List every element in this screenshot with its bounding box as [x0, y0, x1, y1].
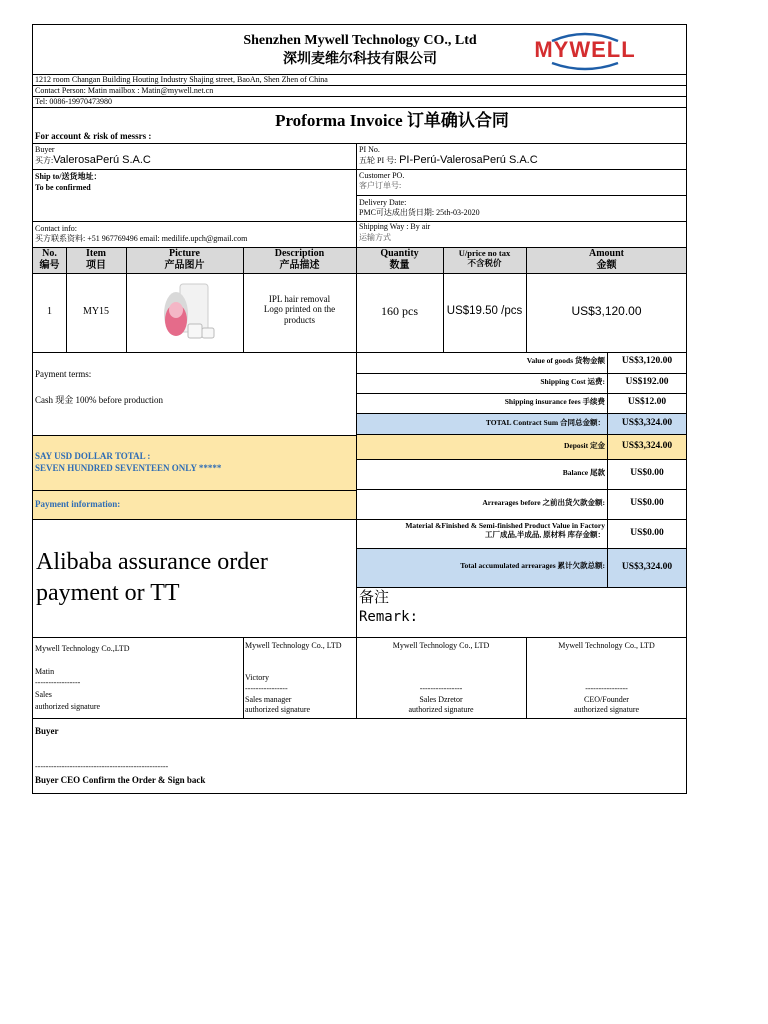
sign-col2-line: ----------------: [245, 684, 288, 693]
ship-to-value: To be confirmed: [35, 183, 91, 192]
col-no-header: No. 编号: [39, 248, 60, 271]
summary-shipping-cost-value: US$192.00: [625, 377, 669, 387]
summary-insurance-value: US$12.00: [627, 397, 667, 407]
col-amount-header: Amount 金额: [588, 248, 624, 271]
row-amount: US$3,120.00: [571, 304, 642, 318]
summary-accumulated-label: Total accumulated arrearages 累计欠款总额:: [460, 561, 605, 570]
payment-method-line2: payment or TT: [36, 580, 180, 606]
sign-col1-company: Mywell Technology Co.,LTD: [35, 644, 130, 653]
delivery-date-value: PMC可达成出货日期: 25th-03-2020: [359, 208, 480, 217]
sign-col3-role: Sales Dzretor: [419, 695, 463, 704]
sign-col4-sub: authorized signature: [573, 705, 640, 714]
col-description-header: Description 产品描述: [274, 248, 325, 271]
summary-material-value: US$0.00: [630, 528, 664, 538]
customer-po-label: Customer PO.: [359, 171, 405, 180]
document-title: Proforma Invoice 订单确认合同: [275, 111, 509, 130]
contact-info-value: 买方联系资料: +51 967769496 email: medilife.upch@gmail.com: [35, 234, 248, 243]
row-quantity: 160 pcs: [381, 304, 418, 318]
company-logo: [510, 25, 660, 75]
sign-col1-name: Matin: [35, 667, 55, 676]
col-item-header: Item 项目: [86, 248, 106, 271]
sign-col2-company: Mywell Technology Co., LTD: [245, 641, 342, 650]
customer-po-cn: 客户订单号:: [359, 181, 402, 190]
buyer-name-label: 买方:: [35, 156, 54, 165]
col-price-header: U/price no tax 不含税价: [458, 248, 511, 268]
row-item: MY15: [82, 306, 110, 317]
summary-balance-value: US$0.00: [630, 468, 664, 478]
buyer-sign-line: --------------------------------------------------: [35, 762, 169, 771]
summary-balance-label: Balance 尾款: [562, 468, 605, 477]
buyer-confirm-text: Buyer CEO Confirm the Order & Sign back: [35, 775, 206, 785]
sign-col4-line: ----------------: [585, 684, 628, 693]
company-tel: Tel: 0086-19970473980: [35, 97, 112, 106]
shipping-way-cn: 运输方式: [359, 233, 391, 242]
payment-info-label: Payment information:: [35, 499, 121, 509]
say-total-line1: SAY USD DOLLAR TOTAL :: [35, 451, 151, 461]
pi-label: PI No.: [359, 145, 380, 154]
row-description: IPL hair removal Logo printed on the products: [263, 294, 336, 325]
company-name-en: Shenzhen Mywell Technology CO., Ltd: [243, 33, 477, 48]
sign-col1-line: -----------------: [35, 678, 81, 687]
summary-material-value-label: Material &Finished & Semi-finished Product Value in Factory 工厂成品,半成品, 原材料 库存金额：: [405, 521, 605, 539]
buyer-sign-label: Buyer: [35, 726, 59, 736]
remark-en: Remark:: [359, 609, 419, 625]
company-contact: Contact Person: Matin mailbox : Matin@mywell.net.cn: [35, 86, 214, 95]
summary-value-of-goods-label: Value of goods 货物金额: [526, 356, 605, 365]
pi-number-line: [359, 154, 538, 167]
col-picture-header: Picture 产品图片: [164, 248, 205, 271]
summary-accumulated-value: US$3,324.00: [621, 562, 673, 572]
delivery-date-label: Delivery Date:: [359, 198, 407, 207]
ship-to-label: Ship to/送货地址：: [35, 172, 102, 181]
sign-col3-sub: authorized signature: [408, 705, 474, 714]
payment-terms-label: Payment terms:: [35, 369, 92, 379]
company-name-cn: 深圳麦维尔科技有限公司: [283, 51, 437, 67]
product-image: [150, 280, 220, 348]
summary-insurance-label: Shipping insurance fees 手续费: [504, 397, 605, 406]
col-quantity-header: Quantity 数量: [380, 248, 419, 271]
sign-col2-sub: authorized signature: [245, 705, 311, 714]
say-total-line2: SEVEN HUNDRED SEVENTEEN ONLY *****: [35, 463, 222, 473]
summary-arrearages-value: US$0.00: [630, 498, 664, 508]
sign-col4-company: Mywell Technology Co., LTD: [558, 641, 655, 650]
company-address: 1212 room Changan Building Houting Industry Shajing street, BaoAn, Shen Zhen of China: [35, 75, 328, 84]
buyer-name: ValerosaPerú S.A.C: [53, 154, 151, 166]
payment-terms-value: Cash 现金 100% before production: [35, 395, 163, 405]
account-line: For account & risk of messrs :: [35, 131, 152, 141]
remark-cn: 备注: [359, 588, 390, 606]
summary-deposit-value: US$3,324.00: [621, 441, 673, 451]
sign-col2-name: Victory: [245, 673, 269, 682]
summary-shipping-cost-label: Shipping Cost 运费:: [540, 377, 605, 386]
row-unit-price: US$19.50 /pcs: [446, 305, 523, 317]
sign-col3-line: ----------------: [419, 684, 463, 693]
summary-arrearages-label: Arrearages before 之前出货欠款金额:: [482, 498, 605, 507]
sign-col1-sub: authorized signature: [35, 702, 101, 711]
sign-col1-role: Sales: [35, 690, 52, 699]
sign-col4-role: CEO/Founder: [584, 695, 629, 704]
summary-total-value: US$3,324.00: [621, 418, 673, 428]
summary-total-label: TOTAL Contract Sum 合同总金额：: [485, 418, 605, 427]
summary-value-of-goods-value: US$3,120.00: [621, 356, 673, 366]
summary-deposit-label: Deposit 定金: [563, 441, 605, 450]
pi-number-label: 五轮 PI 号:: [359, 156, 397, 165]
contact-info-label: Contact info:: [35, 224, 77, 233]
svg-text:MYWELL: MYWELL: [534, 37, 636, 62]
payment-method-line1: Alibaba assurance order: [36, 549, 268, 575]
row-no: 1: [47, 306, 52, 317]
shipping-way: Shipping Way : By air: [359, 222, 431, 231]
buyer-label: Buyer: [35, 145, 55, 154]
pi-number: PI-Perú-ValerosaPerú S.A.C: [399, 154, 538, 166]
sign-col3-company: Mywell Technology Co., LTD: [392, 641, 490, 650]
sign-col2-role: Sales manager: [245, 695, 292, 704]
buyer-name-line: [35, 154, 151, 167]
